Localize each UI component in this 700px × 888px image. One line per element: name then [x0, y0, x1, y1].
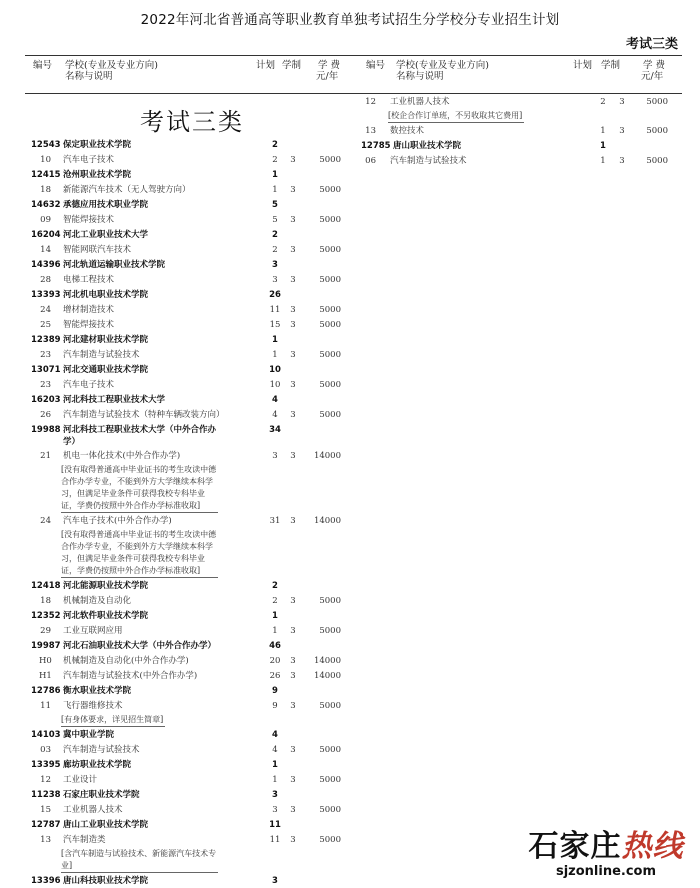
major-row	[0, 745, 700, 757]
header-duration: 学制	[282, 60, 302, 71]
school-name: 唐山职业技术学院	[393, 141, 462, 151]
tuition-fee: 5000	[319, 775, 341, 785]
tuition-fee: 5000	[319, 215, 341, 225]
major-name: 工业机器人技术	[63, 805, 123, 815]
major-code: 26	[40, 410, 51, 420]
header-name: 学校(专业及专业方向)	[396, 60, 489, 71]
plan-count: 10	[269, 365, 281, 375]
school-name: 河北能源职业技术学院	[63, 581, 149, 591]
major-row	[0, 805, 700, 817]
duration: 3	[290, 350, 296, 360]
school-row	[0, 730, 700, 742]
duration: 3	[619, 156, 625, 166]
header-name-2: 名称与说明	[396, 71, 444, 82]
major-note: [没有取得普通高中毕业证书的考生攻读中德 合作办学专业，不能到外方大学继续本科学 习，但满足毕业条件可获得我校专科毕业 证，学费仍按照中外合作办学标准收取]	[61, 464, 218, 513]
school-code: 12389	[31, 335, 61, 345]
duration: 3	[290, 775, 296, 785]
header-name: 学校(专业及专业方向)	[65, 60, 158, 71]
plan-count: 2	[272, 140, 278, 150]
school-row	[0, 790, 700, 802]
duration: 3	[290, 701, 296, 711]
major-row	[0, 97, 700, 109]
duration: 3	[619, 126, 625, 136]
major-name: 智能焊接技术	[63, 215, 115, 225]
major-name: 汽车制造与试验技术	[63, 745, 140, 755]
watermark-brand-a: 石家庄	[528, 829, 622, 864]
category-tag: 考试三类	[625, 37, 678, 52]
tuition-fee: 5000	[319, 380, 341, 390]
school-row	[0, 290, 700, 302]
school-name: 河北工业职业技术大学	[63, 230, 149, 240]
major-name: 汽车制造与试验技术	[390, 156, 467, 166]
major-code: 18	[40, 185, 51, 195]
tuition-fee: 5000	[319, 805, 341, 815]
school-name: 河北软件职业技术学院	[63, 611, 149, 621]
plan-count: 1	[272, 185, 278, 195]
duration: 3	[290, 451, 296, 461]
major-name: 飞行器维修技术	[63, 701, 123, 711]
school-code: 16203	[31, 395, 61, 405]
school-name-continued: 学）	[63, 437, 81, 447]
tuition-fee: 5000	[319, 185, 341, 195]
school-code: 12543	[31, 140, 61, 150]
major-code: 25	[40, 320, 51, 330]
plan-count: 4	[272, 745, 278, 755]
school-code: 13071	[31, 365, 61, 375]
school-code: 12352	[31, 611, 61, 621]
header-code: 编号	[366, 60, 386, 71]
major-row	[0, 626, 700, 638]
duration: 3	[290, 185, 296, 195]
plan-count: 10	[269, 380, 281, 390]
major-row	[0, 350, 700, 362]
tuition-fee: 5000	[319, 410, 341, 420]
duration: 3	[290, 305, 296, 315]
duration: 3	[290, 596, 296, 606]
tuition-fee: 14000	[313, 671, 341, 681]
header-fee-unit: 元/年	[316, 71, 339, 82]
major-row	[0, 215, 700, 227]
school-code: 19987	[31, 641, 61, 651]
duration: 3	[290, 805, 296, 815]
school-name: 承德应用技术职业学院	[63, 200, 149, 210]
major-name: 智能网联汽车技术	[63, 245, 132, 255]
duration: 3	[290, 516, 296, 526]
plan-count: 1	[272, 760, 278, 770]
major-code: 23	[40, 350, 51, 360]
school-code: 14632	[31, 200, 61, 210]
header-fee: 学 费	[643, 60, 666, 71]
major-code: 24	[40, 516, 51, 526]
plan-count: 11	[269, 305, 281, 315]
school-row	[0, 260, 700, 272]
major-note: [没有取得普通高中毕业证书的考生攻读中德 合作办学专业，不能到外方大学继续本科学 习，但满足毕业条件可获得我校专科毕业 证，学费仍按照中外合作办学标准收取]	[61, 529, 218, 578]
duration: 3	[290, 275, 296, 285]
header-fee-unit: 元/年	[641, 71, 664, 82]
school-code: 12418	[31, 581, 61, 591]
plan-count: 2	[272, 245, 278, 255]
duration: 3	[290, 626, 296, 636]
school-row	[0, 230, 700, 242]
header-code: 编号	[33, 60, 53, 71]
plan-count: 9	[272, 686, 278, 696]
major-name: 汽车制造类	[63, 835, 106, 845]
plan-count: 46	[269, 641, 281, 651]
plan-count: 1	[272, 611, 278, 621]
column-header-right	[0, 60, 700, 92]
major-note: [有身体要求，详见招生简章]	[61, 714, 165, 727]
document-title: 2022年河北省普通高等职业教育单独考试招生分学校分专业招生计划	[140, 12, 560, 28]
major-name: 汽车电子技术	[63, 155, 115, 165]
major-code: 15	[40, 805, 51, 815]
header-plan: 计划	[256, 60, 276, 71]
school-name: 保定职业技术学院	[63, 140, 132, 150]
school-name: 河北科技工程职业技术大学（中外合作办	[63, 425, 217, 435]
major-note: [校企合作订单班，不另收取其它费用]	[388, 110, 524, 123]
plan-count: 3	[272, 790, 278, 800]
school-row	[0, 365, 700, 377]
tuition-fee: 14000	[313, 656, 341, 666]
header-name-2: 名称与说明	[65, 71, 113, 82]
major-row	[0, 596, 700, 608]
major-row	[0, 516, 700, 528]
major-row	[0, 656, 700, 668]
school-code: 12415	[31, 170, 61, 180]
plan-count: 31	[269, 516, 281, 526]
school-code: 14103	[31, 730, 61, 740]
plan-count: 11	[269, 835, 281, 845]
duration: 3	[290, 656, 296, 666]
table-header-rule	[25, 93, 682, 94]
major-code: 18	[40, 596, 51, 606]
major-name: 机械制造及自动化	[63, 596, 132, 606]
school-row	[0, 760, 700, 772]
school-code: 19988	[31, 425, 61, 435]
table-top-rule	[25, 55, 682, 56]
plan-count: 1	[272, 775, 278, 785]
plan-count: 3	[272, 805, 278, 815]
tuition-fee: 5000	[646, 126, 668, 136]
plan-count: 2	[272, 230, 278, 240]
major-name: 数控技术	[390, 126, 425, 136]
major-name: 机械制造及自动化(中外合作办学)	[63, 656, 189, 666]
duration: 3	[290, 245, 296, 255]
plan-count: 3	[272, 451, 278, 461]
major-code: 09	[40, 215, 51, 225]
major-name: 新能源汽车技术（无人驾驶方向）	[63, 185, 191, 195]
school-row	[0, 641, 700, 653]
major-row	[0, 380, 700, 392]
major-name: 智能焊接技术	[63, 320, 115, 330]
school-row	[0, 611, 700, 623]
school-code: 11238	[31, 790, 61, 800]
plan-count: 9	[272, 701, 278, 711]
school-name: 石家庄职业技术学院	[63, 790, 140, 800]
major-row	[0, 775, 700, 787]
major-name: 汽车制造与试验技术(中外合作办学)	[63, 671, 198, 681]
school-row	[0, 425, 700, 437]
duration: 3	[290, 320, 296, 330]
school-name: 沧州职业技术学院	[63, 170, 132, 180]
school-name: 廊坊职业技术学院	[63, 760, 132, 770]
major-row	[0, 671, 700, 683]
major-code: 24	[40, 305, 51, 315]
duration: 3	[290, 745, 296, 755]
watermark-brand-b: 热线	[621, 829, 684, 864]
plan-count: 26	[269, 671, 281, 681]
plan-count: 5	[272, 200, 278, 210]
plan-count: 1	[272, 350, 278, 360]
tuition-fee: 5000	[319, 275, 341, 285]
major-name: 汽车电子技术(中外合作办学)	[63, 516, 172, 526]
major-name: 工业设计	[63, 775, 98, 785]
school-code: 13393	[31, 290, 61, 300]
major-code: 23	[40, 380, 51, 390]
major-name: 汽车制造与试验技术（特种车辆改装方向）	[63, 410, 225, 420]
school-name: 唐山科技职业技术学院	[63, 876, 149, 886]
plan-count: 1	[600, 156, 606, 166]
tuition-fee: 5000	[319, 350, 341, 360]
school-name: 河北石油职业技术大学（中外合作办学）	[63, 641, 217, 651]
school-code: 12786	[31, 686, 61, 696]
major-name: 增材制造技术	[63, 305, 115, 315]
plan-count: 11	[269, 820, 281, 830]
tuition-fee: 5000	[319, 305, 341, 315]
major-code: 13	[365, 126, 376, 136]
school-code: 13395	[31, 760, 61, 770]
plan-count: 3	[272, 275, 278, 285]
tuition-fee: 5000	[646, 156, 668, 166]
section-category-heading: 考试三类	[140, 108, 244, 136]
school-row	[0, 686, 700, 698]
major-code: 29	[40, 626, 51, 636]
major-row	[0, 305, 700, 317]
plan-count: 26	[269, 290, 281, 300]
major-row	[0, 156, 700, 168]
major-name: 工业互联网应用	[63, 626, 123, 636]
duration: 3	[290, 380, 296, 390]
major-name: 电梯工程技术	[63, 275, 115, 285]
duration: 3	[290, 155, 296, 165]
plan-count: 1	[272, 626, 278, 636]
plan-count: 1	[600, 126, 606, 136]
school-code: 12785	[361, 141, 391, 151]
major-code: 06	[365, 156, 376, 166]
school-name: 河北交通职业技术学院	[63, 365, 149, 375]
school-row	[0, 395, 700, 407]
duration: 3	[290, 671, 296, 681]
tuition-fee: 5000	[319, 626, 341, 636]
major-row	[0, 701, 700, 713]
tuition-fee: 5000	[319, 596, 341, 606]
plan-count: 2	[272, 155, 278, 165]
plan-count: 4	[272, 395, 278, 405]
tuition-fee: 5000	[646, 97, 668, 107]
school-name: 河北机电职业技术学院	[63, 290, 149, 300]
plan-count: 2	[272, 581, 278, 591]
plan-count: 34	[269, 425, 281, 435]
watermark-logo	[526, 830, 686, 879]
plan-count: 4	[272, 410, 278, 420]
plan-count: 3	[272, 260, 278, 270]
plan-count: 20	[269, 656, 281, 666]
plan-count: 1	[272, 335, 278, 345]
major-name: 工业机器人技术	[390, 97, 450, 107]
duration: 3	[619, 97, 625, 107]
major-code: 11	[40, 701, 51, 711]
duration: 3	[290, 835, 296, 845]
tuition-fee: 5000	[319, 701, 341, 711]
duration: 3	[290, 410, 296, 420]
school-name: 河北建材职业技术学院	[63, 335, 149, 345]
major-row	[0, 275, 700, 287]
plan-count: 15	[269, 320, 281, 330]
major-code: H0	[39, 656, 52, 666]
school-row	[0, 581, 700, 593]
school-row	[0, 141, 700, 153]
major-row	[0, 320, 700, 332]
header-duration: 学制	[601, 60, 621, 71]
major-code: 12	[40, 775, 51, 785]
school-row	[0, 200, 700, 212]
major-code: 03	[40, 745, 51, 755]
header-plan: 计划	[573, 60, 593, 71]
major-note: [含汽车制造与试验技术、新能源汽车技术专 业]	[61, 848, 218, 873]
watermark-url: sjzonline.com	[555, 864, 657, 879]
school-row	[0, 170, 700, 182]
major-row	[0, 451, 700, 463]
major-code: 13	[40, 835, 51, 845]
school-code: 13396	[31, 876, 61, 886]
school-name: 唐山工业职业技术学院	[63, 820, 149, 830]
major-code: 14	[40, 245, 51, 255]
major-code: 21	[40, 451, 51, 461]
major-row	[0, 185, 700, 197]
tuition-fee: 5000	[319, 745, 341, 755]
tuition-fee: 14000	[313, 451, 341, 461]
school-code: 14396	[31, 260, 61, 270]
school-name: 河北轨道运输职业技术学院	[63, 260, 166, 270]
major-row	[0, 126, 700, 138]
header-fee: 学 费	[318, 60, 341, 71]
major-name: 汽车电子技术	[63, 380, 115, 390]
duration: 3	[290, 215, 296, 225]
major-code: 12	[365, 97, 376, 107]
major-name: 机电一体化技术(中外合作办学)	[63, 451, 181, 461]
tuition-fee: 5000	[319, 245, 341, 255]
plan-count: 2	[272, 596, 278, 606]
school-code: 16204	[31, 230, 61, 240]
plan-count: 4	[272, 730, 278, 740]
plan-count: 1	[272, 170, 278, 180]
major-name: 汽车制造与试验技术	[63, 350, 140, 360]
tuition-fee: 14000	[313, 516, 341, 526]
major-code: H1	[39, 671, 52, 681]
tuition-fee: 5000	[319, 320, 341, 330]
plan-count: 5	[272, 215, 278, 225]
school-code: 12787	[31, 820, 61, 830]
tuition-fee: 5000	[319, 835, 341, 845]
plan-count: 1	[600, 141, 606, 151]
school-name: 冀中职业学院	[63, 730, 115, 740]
major-code: 10	[40, 155, 51, 165]
major-row	[0, 245, 700, 257]
school-name: 衡水职业技术学院	[63, 686, 132, 696]
tuition-fee: 5000	[319, 155, 341, 165]
plan-count: 3	[272, 876, 278, 886]
school-row	[0, 335, 700, 347]
major-row	[0, 410, 700, 422]
school-name: 河北科技工程职业技术大学	[63, 395, 166, 405]
major-code: 28	[40, 275, 51, 285]
plan-count: 2	[600, 97, 606, 107]
